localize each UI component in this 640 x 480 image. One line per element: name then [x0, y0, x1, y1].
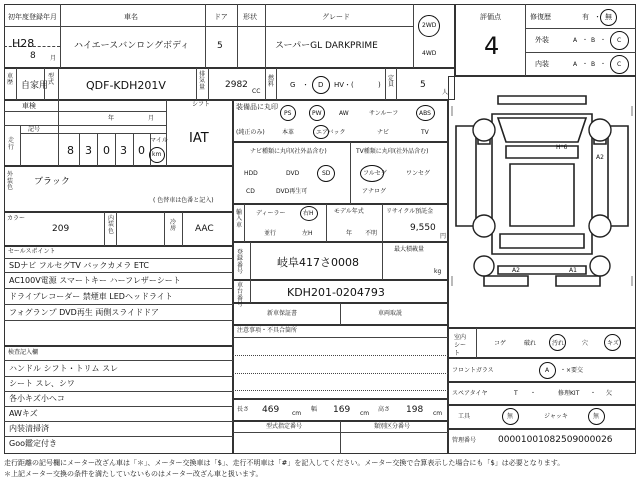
height-label: 高さ	[378, 406, 391, 413]
equip-tv: TV	[421, 129, 429, 136]
mileage-unit-km: km	[152, 151, 162, 158]
inspection-label: 車検	[22, 102, 36, 110]
sales-point-line: フォグランプ DVD再生 両側スライドドア	[9, 308, 159, 317]
car-diagram-svg	[448, 76, 636, 328]
capacity-value: 5	[420, 80, 426, 90]
score-label: 評価点	[480, 13, 501, 21]
plate-value: 岐阜417さ0008	[277, 256, 359, 269]
equip-abs: ABS	[419, 110, 431, 117]
seat-yogore: 汚れ	[552, 340, 565, 347]
import-label: 輸入車	[236, 209, 243, 229]
warranty-label: 新車保証書	[267, 310, 298, 317]
equip-ps: PS	[284, 110, 292, 117]
diagram-tire-fr	[589, 119, 611, 141]
repair-label: 修復歴	[530, 13, 551, 21]
exterior-label: 外装	[535, 36, 549, 44]
equip-sunroof: サンルーフ	[369, 110, 399, 117]
usage-label: 車歴	[7, 73, 14, 87]
inspector-line: シート スレ、シワ	[9, 379, 75, 388]
color-code-label: カラー	[7, 215, 26, 222]
admin-label: 管理番号	[452, 437, 477, 444]
color-section	[4, 166, 233, 212]
inspection-month-unit: 月	[148, 115, 155, 122]
inspector-line: ハンドル シフト・トリム スレ	[9, 364, 119, 373]
model-year-unit: 年	[346, 230, 353, 237]
shift-value: IAT	[189, 131, 209, 146]
manual-label: 車両取説	[378, 310, 403, 317]
capacity-label: 定員	[388, 75, 395, 89]
diagram-tire-rl2	[474, 256, 494, 276]
usage-value: 自家用	[21, 81, 49, 91]
tv-oneseg: ワンセグ	[406, 170, 431, 177]
max-load-kg: kg	[434, 268, 442, 275]
diagram-hood	[498, 118, 586, 142]
doors-value: 5	[217, 41, 223, 51]
mileage-unit-mile: マイル	[150, 137, 168, 144]
diagram-rear	[500, 234, 584, 248]
shift-label: シフト	[192, 101, 211, 108]
shape-label: 形状	[243, 13, 257, 21]
equip-navi: ナビ	[377, 129, 390, 136]
equip-pw: PW	[312, 110, 322, 117]
equip-leather: 本革	[282, 129, 295, 136]
chassis-value: KDH201-0204793	[287, 286, 385, 299]
reg-era-year: H28	[12, 37, 35, 50]
displacement-label: 排気量	[199, 71, 206, 91]
import-parallel: 並行	[264, 230, 277, 237]
diagram-tire-fl	[473, 119, 495, 141]
inspector-line: 各小キズ小ヘコ	[9, 394, 65, 403]
recycle-yen: 円	[440, 233, 447, 240]
length-value: 469	[262, 405, 280, 415]
jack-value: 無	[593, 413, 600, 420]
repair-option-no: 無	[605, 13, 612, 21]
diagram-tire-rl	[473, 215, 495, 237]
color-note: ( 色替車は色番と記入)	[153, 197, 214, 204]
grade-value: スーパーGL DARKPRIME	[275, 41, 378, 51]
admin-value: 00001001082509000026	[498, 435, 613, 445]
recycle-label: リサイクル預託金	[386, 208, 434, 215]
color-code-value: 209	[52, 224, 70, 234]
class-number-label: 類別区分番号	[374, 423, 411, 430]
width-label: 幅	[311, 406, 318, 413]
car-name-label: 車名	[124, 13, 138, 21]
mileage-digit-3: 0	[103, 144, 110, 157]
doors-label: ドア	[214, 13, 228, 21]
mileage-digit-4: 3	[120, 144, 127, 157]
navi-dvd-play: DVD再生可	[276, 188, 308, 195]
length-label: 長さ	[237, 406, 250, 413]
diagram-body	[492, 114, 592, 254]
sales-point-line: ドライブレコーダー 禁煙車 LEDヘッドライト	[9, 292, 173, 301]
sales-point-line: SDナビ フルセグTV バックカメラ ETC	[9, 261, 149, 270]
car-name: ハイエースバンロングボディ	[74, 41, 190, 51]
width-value: 169	[333, 405, 351, 415]
mileage-digit-2: 3	[85, 144, 92, 157]
glass-replace: ・×要交	[560, 367, 584, 374]
diagram-right-side	[608, 126, 628, 226]
header-section	[4, 4, 455, 68]
inspector-line: AWキズ	[9, 409, 38, 418]
repair-option-yes: 有	[582, 13, 589, 21]
seat-label: 室内シート	[454, 334, 467, 357]
spare-label: スペアタイヤ	[452, 390, 488, 397]
mileage-digit-1: 8	[67, 144, 74, 157]
import-hand-left: 左H	[302, 230, 313, 237]
reg-year-label: 初年度登録年月	[8, 13, 57, 21]
diagram-right-sill	[556, 276, 600, 286]
inspector-line: 内装清掃済	[9, 424, 49, 433]
seat-yabure: 破れ	[524, 340, 537, 347]
diagram-tire-rr2	[590, 256, 610, 276]
navi-hdd: HDD	[244, 170, 258, 177]
reg-month: 8	[30, 51, 36, 61]
max-load-label: 最大積載量	[394, 246, 425, 253]
color-value: ブラック	[34, 177, 70, 187]
tv-analog: アナログ	[362, 188, 387, 195]
model-year-label: モデル年式	[334, 208, 364, 215]
fuel-d: D	[318, 81, 324, 89]
ac-value: AAC	[195, 224, 214, 234]
equip-airbag: エアバック	[316, 129, 346, 136]
tv-label: TV種類に丸印(社外品含む)	[356, 148, 429, 155]
model-year-unknown: 不明	[365, 230, 378, 237]
fuel-g: G	[290, 81, 296, 89]
diagram-front-bumper	[498, 96, 586, 104]
capacity-unit: 人	[442, 89, 449, 96]
import-hand-right: 右H	[303, 210, 314, 217]
seat-kizu: キズ	[607, 340, 619, 347]
chassis-label: 車台番号	[237, 282, 244, 308]
navi-cd: CD	[246, 188, 255, 195]
ac-label: 冷房	[170, 219, 177, 233]
color-label: 外装色	[7, 171, 14, 192]
diagram-left-side	[456, 126, 476, 226]
recycle-value: 9,550	[410, 223, 436, 233]
tools-section	[448, 405, 636, 429]
grade-label: グレード	[322, 13, 350, 21]
tools-value: 無	[507, 413, 514, 420]
diagram-tire-rr	[589, 215, 611, 237]
glass-a: A	[545, 367, 550, 374]
jack-label: ジャッキ	[544, 413, 568, 420]
mileage-digit-5: 0	[138, 144, 145, 157]
drive-value: 2WD	[422, 22, 437, 29]
drive-alt: 4WD	[422, 50, 437, 57]
diagram-mark-h6: H*6	[556, 144, 568, 151]
model-value: QDF-KDH201V	[86, 79, 166, 92]
navi-label: ナビ種類に丸印(社外品含む)	[250, 148, 327, 155]
displacement-unit: CC	[252, 88, 261, 95]
notes-label: 注意事項・不具合箇所	[237, 327, 298, 334]
fuel-label: 燃料	[268, 75, 275, 89]
tv-fullseg: フルセグ	[363, 170, 387, 177]
interior-label: 内装	[535, 60, 549, 68]
sales-points-label: セールスポイント	[8, 248, 56, 255]
diagram-mark-a1-bottom-right: A1	[569, 267, 577, 274]
type-number-label: 型式指定番号	[266, 423, 303, 430]
tools-label: 工具	[458, 413, 471, 420]
equipment-sublabel: (純正のみ)	[236, 129, 265, 136]
mileage-label: 走行	[8, 137, 15, 151]
sales-point-line: AC100V電源 スマートキー ハーフレザーシート	[9, 276, 181, 285]
plate-label: 登録番号	[237, 249, 244, 275]
seat-koge: コゲ	[494, 340, 507, 347]
height-value: 198	[406, 405, 424, 415]
navi-dvd: DVD	[286, 170, 300, 177]
diagram-left-sill	[484, 276, 528, 286]
footer-note-1: 走行距離の記号欄にメーター改ざん車は「＊」、メーター交換車は「$」、走行不明車は「#」を記入してください。メーター交換で合算表示した場合にも「$」は必要となります。	[4, 459, 565, 467]
record-label: 記号	[28, 126, 41, 133]
model-label: 型式	[48, 73, 55, 87]
equip-aw: AW	[339, 110, 349, 117]
interior-color-label: 内装色	[108, 215, 115, 235]
inspection-year-unit: 年	[108, 115, 115, 122]
reg-month-unit: 月	[50, 55, 57, 62]
inspector-line: Goo鑑定付き	[9, 439, 57, 448]
glass-label: フロントガラス	[452, 367, 494, 374]
inspector-label: 検査記入欄	[8, 349, 39, 356]
score-value: 4	[484, 32, 500, 60]
fuel-hv: HV・(	[334, 81, 354, 89]
diagram-roof	[510, 164, 574, 226]
equipment-label: 装備品に丸印	[236, 103, 278, 111]
seat-ana: 穴	[582, 340, 589, 347]
import-dealer: ディーラー	[256, 210, 286, 217]
displacement-value: 2982	[225, 80, 248, 90]
navi-sd: SD	[322, 170, 331, 177]
diagram-mark-a2-bottom-left: A2	[512, 267, 520, 274]
footer-note-2: ＊上記メーター交換の条件を満たしていないものはメーター改ざん車と扱います。	[4, 470, 263, 478]
diagram-mark-a2-right: A2	[596, 154, 604, 161]
